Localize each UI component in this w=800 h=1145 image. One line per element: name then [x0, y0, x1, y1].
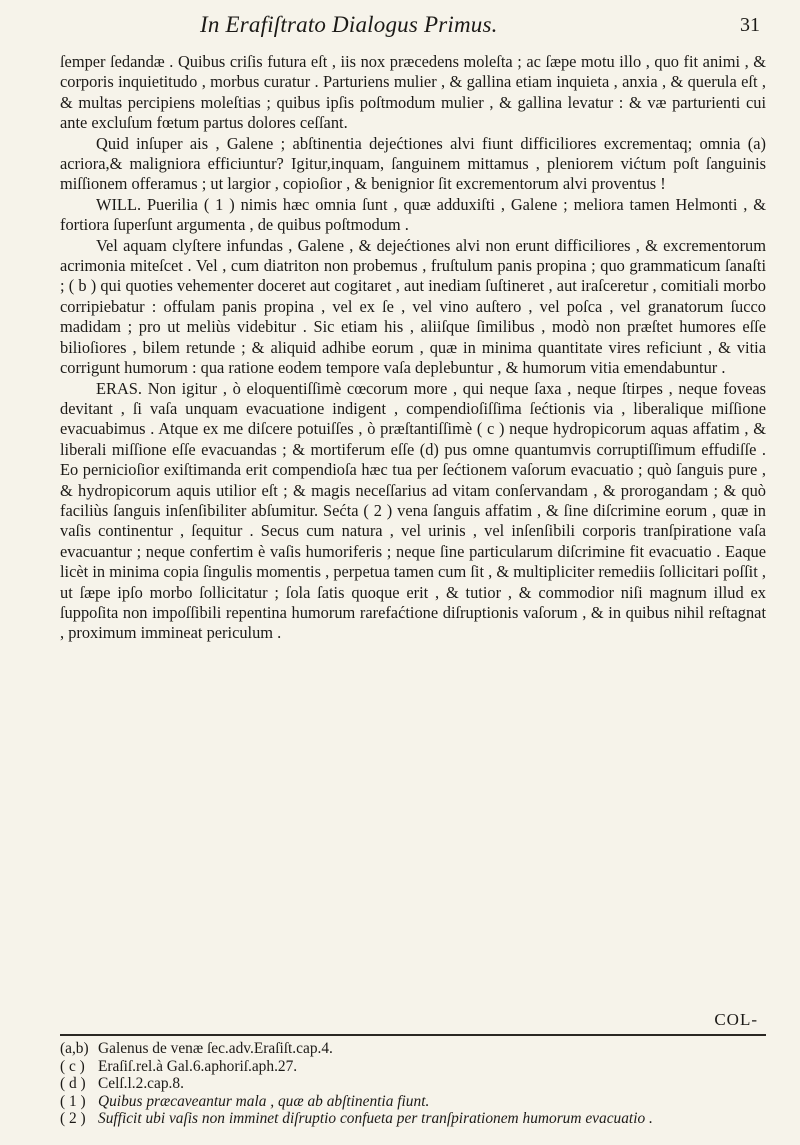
catchword: COL- — [714, 1010, 758, 1029]
page-header — [200, 12, 760, 48]
footnote — [60, 1040, 766, 1058]
footnote-text: Celſ.l.2.cap.8. — [98, 1075, 184, 1093]
paragraph: Quid inſuper ais , Galene ; abſtinentia dejećtiones alvi fiunt difficiliores excrementaq; omnia (a) acriora,& maligniora efficiuntur? Igitur,inquam, ſanguinem mittamus , pleniorem vićtum poſt ſanguinis miſſionem offeramus ; ut largior , copioſior , & benignior ſit excrementorum alvi proventus ! — [60, 133, 766, 194]
footnote-rule — [60, 1034, 766, 1036]
paragraph: WILL. Puerilia ( 1 ) nimis hæc omnia ſunt , quæ adduxiſti , Galene ; meliora tamen Helmonti , & fortiora ſuperſunt argumenta , de quibus poſtmodum . — [60, 194, 766, 235]
body-text — [60, 52, 766, 644]
paragraph: ſemper ſedandæ . Quibus criſis futura eſt , iis nox præcedens moleſta ; ac ſæpe motu illo , quo fit animi , & corporis inquietitudo , morbus curatur . Parturiens mulier , & gallina etiam inquieta , anxia , & querula eſt , & multas percipiens moleſtias ; quibus ipſis poſtmodum mulier , & gallina levatur : & væ parturienti cui ante excluſum fœtum partus dolores ceſſant. — [60, 52, 766, 133]
footnote-mark: (a,b) — [60, 1040, 89, 1057]
footnote-mark: ( d ) — [60, 1075, 86, 1093]
footnote — [60, 1058, 766, 1076]
footnote-text: Eraſiſ.rel.à Gal.6.aphoriſ.aph.27. — [98, 1057, 298, 1075]
footnote-mark: ( c ) — [60, 1057, 85, 1075]
footnote-mark: ( 1 ) — [60, 1092, 86, 1110]
paragraph: Vel aquam clyſtere infundas , Galene , & dejećtiones alvi non erunt difficiliores , & excrementorum acrimonia miteſcet . Vel , cum diatriton non probemus , fruſtulum panis propina ; quo grammaticum ſanaſti ; ( b ) qui quoties vehementer doceret aut cogitaret , aut inediam ſuſtineret , aut iraſceretur , comitiali morbo corripiebatur : offulam panis propina , vel ex ſe , vel vino auſtero , vel poſca , vel granatorum ſucco madidam ; pro ut meliùs videbitur . Sic etiam his , aliiſque ſimilibus , modò non præſtet humores eſſe bilioſiores , bilem retunde ; & aliquid adhibe eorum , quæ in minima quantitate vires reficiunt , & vitia corrigunt humorum : qua ratione eodem tempore vaſa deplebuntur , & humorum vitia emendabuntur . — [60, 235, 766, 378]
footnote-text: Sufficit ubi vaſis non imminet diſruptio confueta per tranſpirationem humorum evacuatio . — [98, 1110, 653, 1128]
footnote — [60, 1110, 766, 1128]
footnote-text: Galenus de venæ ſec.adv.Eraſiſt.cap.4. — [98, 1040, 333, 1057]
page-number: 31 — [740, 14, 760, 36]
running-head: In Erafiſtrato Dialogus Primus. — [200, 12, 498, 37]
footnote — [60, 1093, 766, 1111]
footnote-mark: ( 2 ) — [60, 1110, 86, 1128]
paragraph: ERAS. Non igitur , ò eloquentiſſimè cœcorum more , qui neque ſaxa , neque ſtirpes , neque foveas devitant , ſi vaſa unquam evacuatione indigent , compendioſiſſima ſećtionis via , liberalique miſſione evacuabimus . Atque ex me diſcere potuiſſes , ò præſtantiſſimè ( c ) neque hydropicorum aquas affatim , & liberali miſſione eſſe evacuandas ; & mortiferum eſſe (d) pus omne quantumvis corruptiſſimum effudiſſe . Eo pernicioſior exiſtimanda erit compendioſa hæc tua per ſećtionem vaſorum evacuatio ; quò ſanguis pure , & hydropicorum aquis utilior eſt ; & magis neceſſarius ad vitam conſervandam , & prorogandam ; & quò faciliùs ſanguis inſenſibiliter abſumitur. Sećta ( 2 ) vena ſanguis affatim , & ſine diſcrimine eorum , quæ in vaſis continentur , ſequitur . Secus cum natura , vel urinis , vel inſenſibili corporis tranſpiratione vaſa evacuantur ; neque confertim è vaſis humoriferis ; neque ſine particularum diſcrimine fit evacuatio . Eaque licèt in minima copia ſingulis momentis , perpetua tamen cum ſit , & multipliciter remediis ſollicitari poſſit , ut ſæpe ipſo morbo ſollicitatur ; ſola ſatis quoque erit , & tutior , & commodior niſi magnum illud ex ſuppoſita non impoſſibili repentina humorum rarefaćtione diſruptionis vaſorum , & in quibus nihil reſtagnat , proximum immineat periculum . — [60, 378, 766, 643]
footnotes — [60, 1040, 766, 1128]
footnote-text: Quibus præcaveantur mala , quæ ab abſtinentia fiunt. — [98, 1092, 430, 1110]
footnote — [60, 1075, 766, 1093]
